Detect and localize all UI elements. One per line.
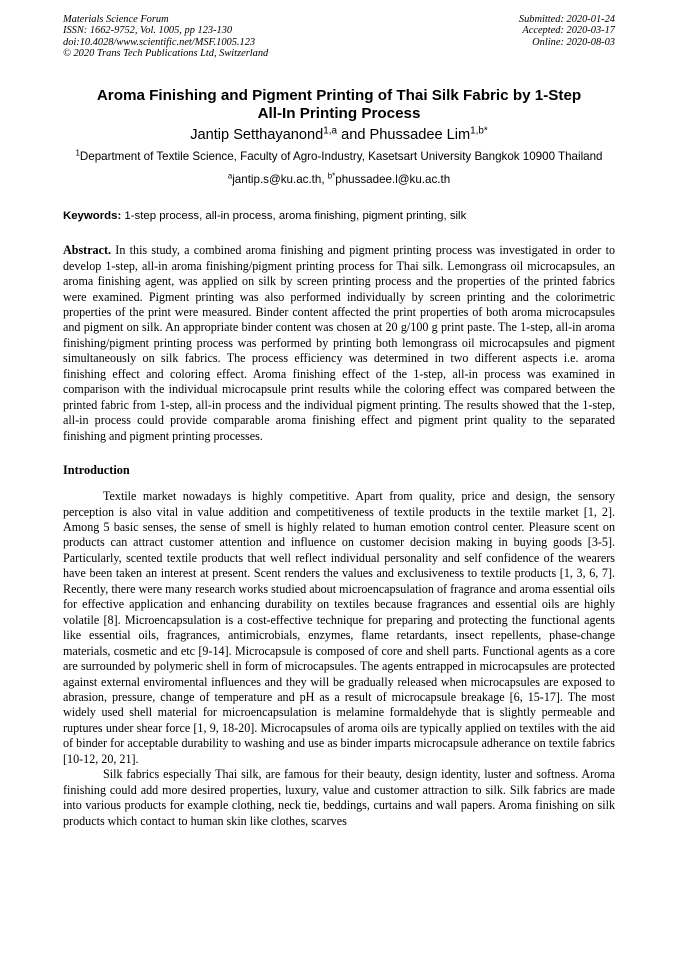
affiliation-mark: 1 [75,148,80,158]
paper-title [63,87,615,123]
body-paragraph: Textile market nowadays is highly competitive. Apart from quality, price and design, the sensory perception is also vital in value addition and competitiveness of textile products in the textile market [1, 2]. Among 5 basic senses, the sense of smell is highly related to human emotion control center. Pleasure scent on products can attract customer attention and influence on customer decision making in buying goods [3-5]. Particularly, scented textile products that well reflect individual personality and self confidence of the wearers have been taken an interest at present. Scent renders the values and exclusiveness to textile products [1, 3, 6, 7]. Recently, there were many research works studied about microencapsulation of fragrance and aroma essential oils for effective application and enhancing durability on textiles because fragrances and essential oils are highly volatile [8]. Microencapsulation is a cost-effective technique for preparing and protecting the functional agents like essential oils, fragrances, antimicrobials, enzymes, flame retardants, insect repellents, phase-change materials, cosmetic and etc [9-14]. Microcapsule is composed of core and shell parts. Functional agents as a core are surrounded by polymeric shell in form of microcapsules. The agents entrapped in microcapsules are protected against external enviromental influences and they will be gradually released when microcapsules are exposed to abrasion, pressure, change of temperature and pH as a result of microcapsule breakage [6, 15-17]. The most widely used shell material for microencapsulation is melamine formaldehyde that is slightly permeable and ruptures under shear force [1, 9, 18-20]. Microcapsules of aroma oils are typically applied on textiles with the aid of binder for acceptable durability to washing and use as binder imparts microcapsule adherance on textile fabrics [10-12, 20, 21]. [63,489,615,766]
email-mark: a [227,171,233,181]
email-link[interactable]: phussadee.l@ku.ac.th [335,173,451,187]
abstract [63,243,615,444]
paper-title-line-1: Aroma Finishing and Pigment Printing of Thai Silk Fabric by 1-Step [96,87,582,105]
author-joiner: and [337,127,370,144]
online-date: Online: 2020-08-03 [532,36,615,48]
paper-title-line-2: All-In Printing Process [257,105,421,123]
journal-doi: doi:10.4028/www.scientific.net/MSF.1005.123 [63,36,256,48]
author-name: Jantip Setthayanond [190,127,324,144]
author-emails [63,172,615,187]
author-affiliation [63,149,615,164]
abstract-text: In this study, a combined aroma finishing and pigment printing process was investigated in order to develop 1-step, all-in aroma finishing/pigment printing process for Thai silk. Lemongrass oil microcapsules, an aroma finishing agent, was applied on silk by screen printing process and the properties of the printed fabrics were examined. Pigment printing was also performed individually by screen printing and the colorimetric properties of the print were measured. Binder content affected the print properties of both aroma microcapsules and pigment on silk. An appropriate binder content was chosen at 20 g/100 g print paste. The 1-step, all-in aroma finishing/pigment printing process was performed by printing both lemongrass oil microcapsules and pigment simultaneously on silk fabrics. The process efficiency was determined in two different aspects i.e. aroma finishing effect and coloring effect. Aroma finishing effect of the 1-step, all-in process was examined in comparison with the individual microcapsule print results while the coloring effect was compared between the printed fabric from 1-step, all-in process and the individual pigment printing. The results showed that the 1-step, all-in process could provide comparable aroma finishing effect and pigment print quality to the separated finishing and pigment printing processes. [63,243,615,443]
email-link[interactable]: jantip.s@ku.ac.th [232,173,322,187]
body-paragraph: Silk fabrics especially Thai silk, are famous for their beauty, design identity, luster and softness. Aroma finishing could add more desired properties, luxury, value and customer attraction to silk. Silk fabrics are made into various products for example clothing, neck tie, beddings, curtains and wall papers. Aroma finishing on silk products which contact to human skin like clothes, scarves [63,767,615,828]
journal-header [63,14,615,59]
accepted-date: Accepted: 2020-03-17 [522,25,615,37]
abstract-label: Abstract. [63,243,112,258]
keywords [63,209,615,224]
author-affiliation-mark: 1,a [323,125,338,137]
submission-dates [519,14,615,59]
author-affiliation-mark: 1,b* [470,125,488,137]
section-heading-introduction: Introduction [63,463,130,478]
email-separator: , [321,173,328,187]
affiliation-text: Department of Textile Science, Faculty of Agro-Industry, Kasetsart University Bangkok 10900 Thailand [79,150,603,164]
journal-name: Materials Science Forum [63,14,169,25]
submitted-date: Submitted: 2020-01-24 [518,14,615,25]
journal-issn: ISSN: 1662-9752, Vol. 1005, pp 123-130 [63,25,233,37]
keywords-label: Keywords: [63,210,122,223]
author-list [63,127,615,144]
email-mark: b* [327,171,336,181]
journal-info [63,14,268,59]
keywords-text: 1-step process, all-in process, aroma finishing, pigment printing, silk [121,210,467,223]
author-name: Phussadee Lim [369,127,471,144]
journal-copyright: © 2020 Trans Tech Publications Ltd, Switzerland [63,47,269,59]
